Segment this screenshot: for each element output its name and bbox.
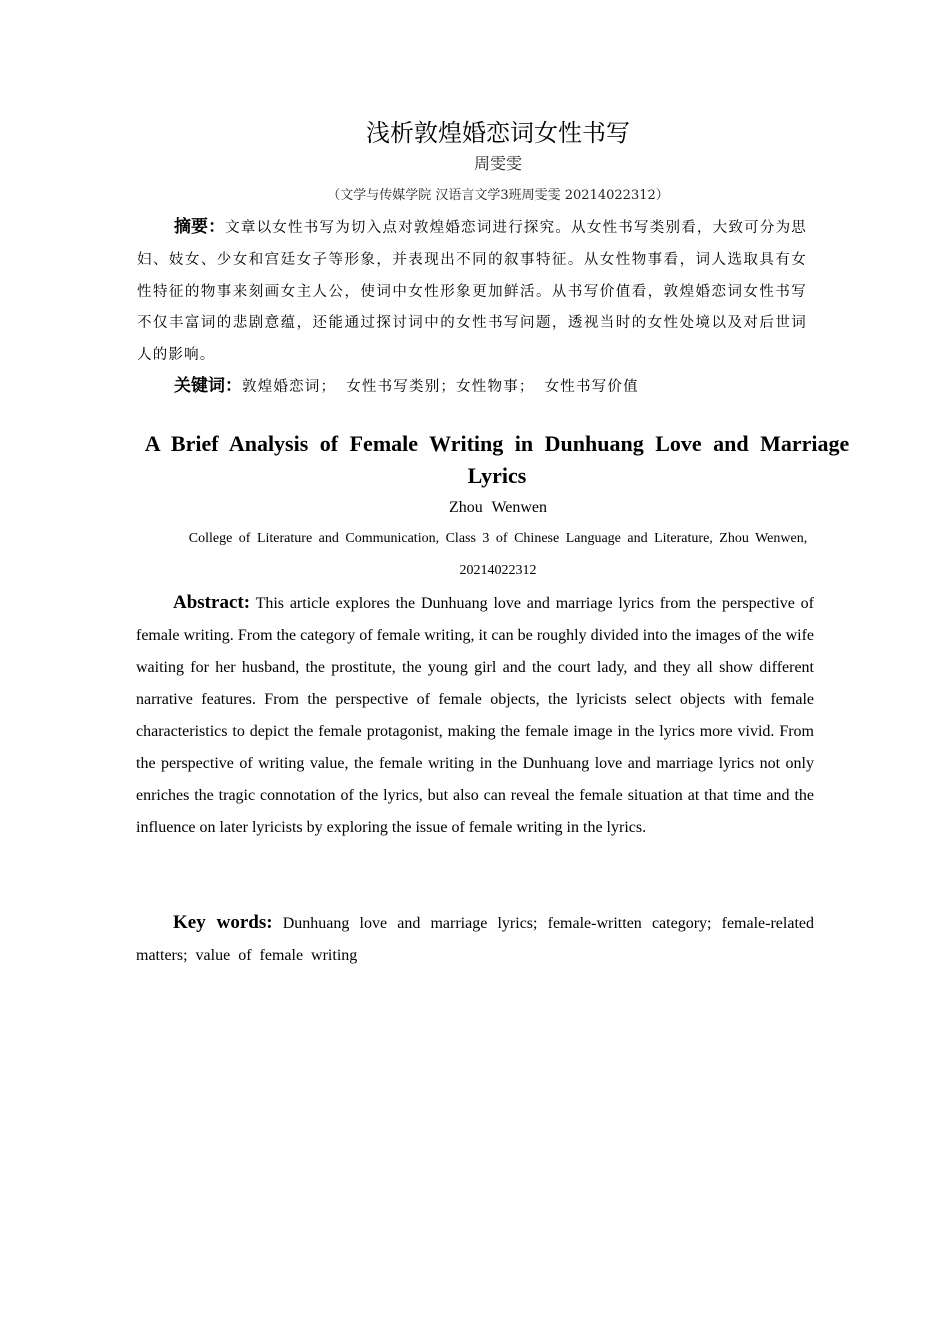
chinese-keywords-label: 关键词： [174,376,242,396]
chinese-abstract-label: 摘要： [174,217,226,237]
chinese-abstract [137,212,807,372]
english-author: Zhou Wenwen [448,499,548,516]
chinese-affiliation: （文学与传媒学院 汉语言文学3班周雯雯 20214022312） [327,188,669,203]
english-title: A Brief Analysis of Female Writing in Dunhuang Love and Marriage Lyrics [144,431,850,488]
chinese-title: 浅析敦煌婚恋词女性书写 [366,119,630,147]
chinese-keyword: 女性书写类别； [346,379,457,395]
english-affiliation: College of Literature and Communication, Class 3 of Chinese Language and Literature, Zhou Wenwen, 20214022312 [188,531,808,578]
chinese-keyword: 女性书写价值 [544,379,639,395]
english-abstract-label: Abstract: [173,592,251,613]
chinese-keyword: 敦煌婚恋词； [242,379,337,395]
english-keywords-text: Dunhuang love and marriage lyrics; female-written category; female-related matters; value of female writing [136,915,815,964]
chinese-keywords [137,371,807,404]
chinese-keyword: 女性物事； [456,379,535,395]
english-abstract-text: This article explores the Dunhuang love and marriage lyrics from the perspective of female writing. From the category of female writing, it can be roughly divided into the images of the wife waiting for her husband, the prostitute, the young girl and the court lady, and they all show different narrative features. From the perspective of female objects, the lyricists select objects with female characteristics to depict the female protagonist, making the female image in the lyrics more vivid. From the perspective of writing value, the female writing in the Dunhuang love and marriage lyrics not only enriches the tragic connotation of the lyrics, but also can reveal the female situation at that time and the influence on later lyricists by exploring the issue of female writing in the lyrics. [136,595,814,836]
english-keywords-label: Key words: [173,912,273,933]
chinese-author: 周雯雯 [473,154,522,173]
english-abstract [136,587,814,844]
chinese-abstract-text: 文章以女性书写为切入点对敦煌婚恋词进行探究。从女性书写类别看，大致可分为思妇、妓女、少女和宫廷女子等形象，并表现出不同的叙事特征。从女性物事看，词人选取具有女性特征的物事来刻画女主人公，使词中女性形象更加鲜活。从书写价值看，敦煌婚恋词女性书写不仅丰富词的悲剧意蕴，还能通过探讨词中的女性书写问题，透视当时的女性处境以及对后世词人的影响。 [137,220,807,364]
english-keywords [136,907,814,972]
